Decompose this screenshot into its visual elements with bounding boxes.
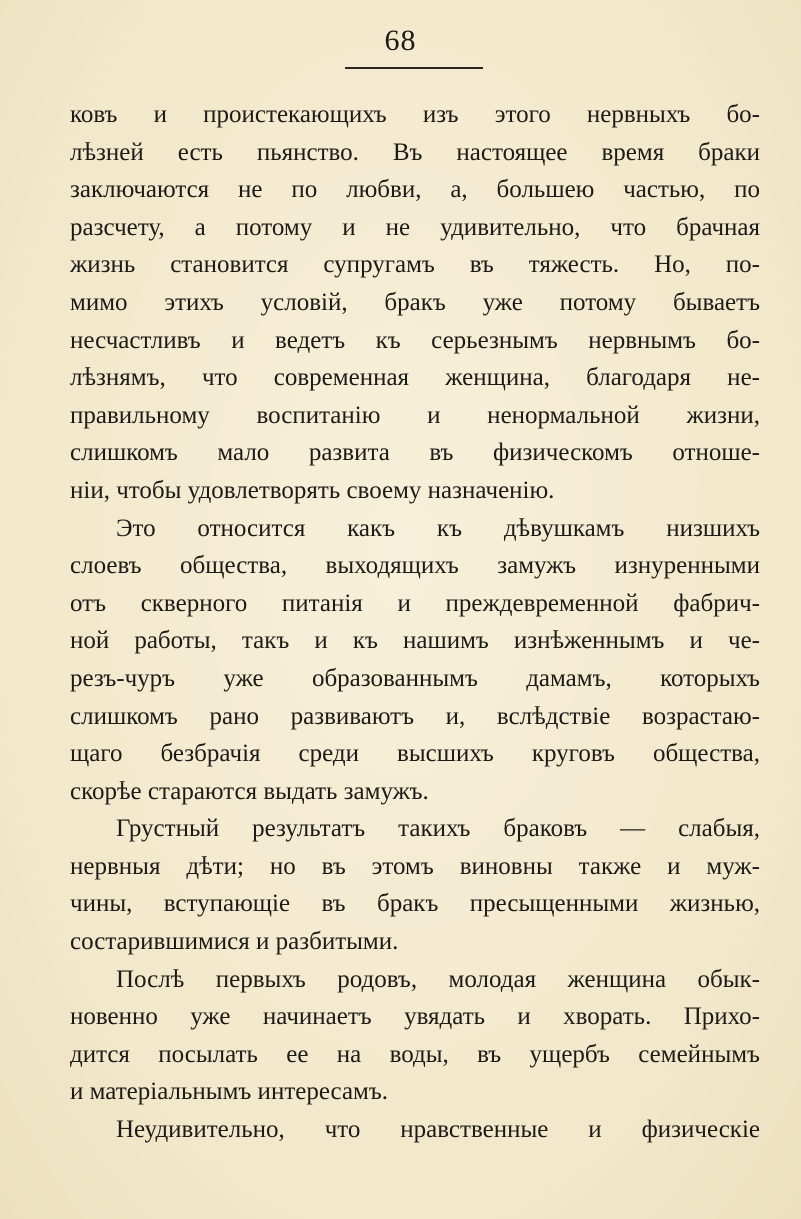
- text-line: слишкомъ мало развита въ физическомъ отноше-: [70, 439, 760, 467]
- text-line: правильному воспитанію и ненормальной жизни,: [70, 401, 760, 429]
- text-line: отъ скверного питанія и преждевременной фабрич-: [70, 589, 760, 617]
- text-line: слоевъ общества, выходящихъ замужъ изнуренными: [70, 552, 760, 580]
- text-line: мимо этихъ условій, бракъ уже потому бываетъ: [70, 288, 760, 316]
- page-number: 68: [384, 24, 417, 57]
- header-rule: [345, 67, 483, 69]
- text-line: чины, вступающіе въ бракъ пресыщенными жизнью,: [70, 890, 760, 918]
- text-line: ніи, чтобы удовлетворять своему назначенію.: [70, 476, 555, 504]
- text-line: состарившимися и разбитыми.: [70, 928, 399, 956]
- paragraph-start-line: Это относится какъ къ дѣвушкамъ низшихъ: [116, 514, 760, 542]
- text-line: слишкомъ рано развиваютъ и, вслѣдствіе возрастаю-: [70, 702, 760, 730]
- paragraph-start-line: Послѣ первыхъ родовъ, молодая женщина обык-: [116, 965, 760, 993]
- text-line: разсчету, а потому и не удивительно, что брачная: [70, 213, 760, 241]
- text-line: дится посылать ее на воды, въ ущербъ семейнымъ: [70, 1040, 760, 1068]
- text-line: лѣзней есть пьянство. Въ настоящее время браки: [70, 138, 760, 166]
- paragraph-start-line: Грустный результатъ такихъ браковъ — слабыя,: [116, 815, 760, 843]
- paragraph-start-line: Неудивительно, что нравственные и физическіе: [116, 1116, 760, 1144]
- text-line: заключаются не по любви, а, большею частью, по: [70, 176, 760, 204]
- text-line: щаго безбрачія среди высшихъ круговъ общества,: [70, 740, 760, 768]
- text-line: жизнь становится супругамъ въ тяжесть. Но, по-: [70, 251, 760, 279]
- text-line: ковъ и проистекающихъ изъ этого нервныхъ бо-: [70, 101, 760, 128]
- body-text: [70, 96, 760, 1149]
- text-line: нервныя дѣти; но въ этомъ виновны также и муж-: [70, 852, 760, 880]
- text-line: ной работы, такъ и къ нашимъ изнѣженнымъ и че-: [70, 627, 760, 655]
- text-line: несчастливъ и ведетъ къ серьезнымъ нервнымъ бо-: [70, 326, 760, 354]
- text-line: резъ-чуръ уже образованнымъ дамамъ, которыхъ: [70, 664, 760, 692]
- text-line: и матеріальнымъ интересамъ.: [70, 1078, 389, 1106]
- text-line: скорѣе стараются выдать замужъ.: [70, 777, 429, 805]
- text-line: новенно уже начинаетъ увядать и хворать. Прихо-: [70, 1003, 760, 1031]
- text-line: лѣзнямъ, что современная женщина, благодаря не-: [70, 364, 760, 392]
